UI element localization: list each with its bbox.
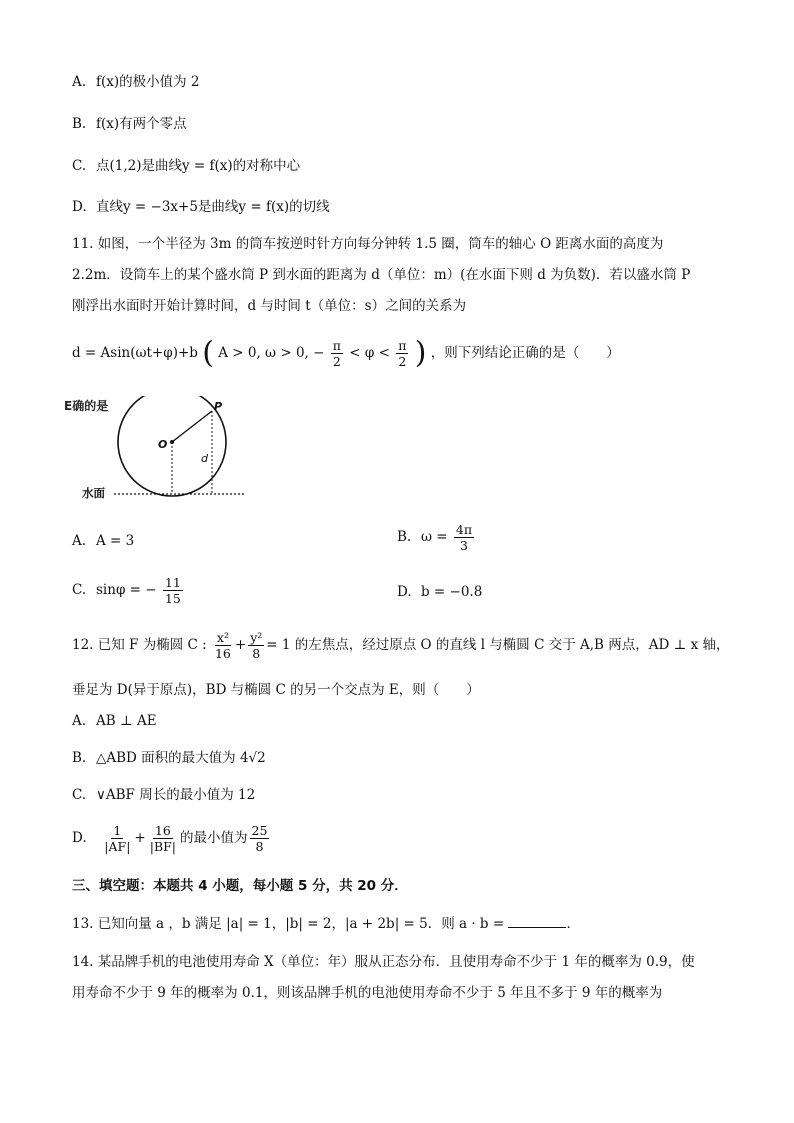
q11-option-b: B. ω = $\frac{4\pi}{3}$ bbox=[397, 522, 473, 553]
section3-heading: 三、填空题：本题共 4 小题，每小题 5 分，共 20 分． bbox=[72, 878, 408, 894]
label-p: P bbox=[214, 400, 223, 413]
waterwheel-figure bbox=[60, 396, 260, 506]
q10-option-a-text: f(x)的极小值为 2 bbox=[96, 74, 200, 90]
q11-line2: 2.2m．设筒车上的某个盛水筒 P 到水面的距离为 d（单位：m）(在水面下则 d 为负数)．若以盛水筒 P bbox=[72, 267, 691, 283]
radius-line bbox=[172, 411, 212, 442]
q12-option-b: B. △ABD 面积的最大值为 4√2 bbox=[72, 750, 266, 766]
q12-line2: 垂足为 D(异于原点)，BD 与椭圆 C 的另一个交点为 E，则（ ） bbox=[72, 682, 480, 698]
q10-option-b-text: f(x)有两个零点 bbox=[96, 116, 187, 132]
q11-option-a-text: A = 3 bbox=[96, 533, 135, 549]
q11-left-paren: ( bbox=[202, 335, 214, 371]
q12-option-a: A. AB ⊥ AE bbox=[72, 713, 157, 729]
label-water: 水面 bbox=[82, 486, 105, 500]
q12-frac-1-af: $\frac{1}{|AF|}$ bbox=[104, 823, 131, 854]
q10-option-c-text: 点(1,2)是曲线y = f(x)的对称中心 bbox=[96, 158, 301, 174]
q10-option-c: C. 点(1,2)是曲线y = f(x)的对称中心 bbox=[72, 158, 301, 174]
q10-option-b: B. f(x)有两个零点 bbox=[72, 116, 187, 132]
figure-crop-text: E确的是 bbox=[64, 399, 109, 413]
q11-line3: 刚浮出水面时开始计算时间，d 与时间 t（单位：s）之间的关系为 bbox=[72, 298, 467, 314]
q13-line: 13. 已知向量 a ，b 满足 |a| = 1，|b| = 2，|a + 2b| = 5．则 a · b = ． bbox=[72, 916, 580, 932]
q12-frac-y: $\frac{\text{y²}}{8}$ bbox=[250, 630, 263, 661]
q11-formula: d = Asin(ωt+φ)+b bbox=[72, 345, 198, 361]
q12-frac-16-bf: $\frac{16}{|BF|}$ bbox=[149, 823, 177, 854]
q13-answer-blank[interactable] bbox=[508, 914, 566, 928]
q10-option-d: D. 直线y = −3x+5是曲线y = f(x)的切线 bbox=[72, 199, 330, 215]
label-o: O bbox=[158, 438, 168, 451]
q14-line1: 14. 某品牌手机的电池使用寿命 X（单位：年）服从正态分布．且使用寿命不少于 1 年的概率为 0.9，使 bbox=[72, 954, 695, 970]
q12-frac-x: $\frac{\text{x²}}{16}$ bbox=[214, 630, 231, 661]
q11-option-d: D. b = −0.8 bbox=[397, 584, 483, 600]
q11-cond-b: < φ < bbox=[349, 345, 390, 361]
q10-option-d-text: 直线y = −3x+5是曲线y = f(x)的切线 bbox=[96, 199, 330, 215]
q11-option-c-frac: $\frac{11}{15}$ bbox=[164, 575, 181, 606]
q10-option-a: A. f(x)的极小值为 2 bbox=[72, 74, 200, 90]
q12-option-d: D. $\frac{1}{|AF|}$ + $\frac{16}{|BF|}$ 的最小值为 $\frac{25}{8}$ bbox=[72, 823, 268, 854]
q11-option-a: A. A = 3 bbox=[72, 533, 135, 549]
q11-right-paren: ) bbox=[414, 335, 427, 371]
q12-line1: 12. 已知 F 为椭圆 C : $\frac{\text{x²}}{16}$ + $\frac{\text{y²}}{8}$ = 1 的左焦点，经过原点 O 的直线 l 与椭圆 C 交于 A,B 两点，AD ⊥ x 轴， bbox=[72, 630, 730, 661]
q14-line2: 用寿命不少于 9 年的概率为 0.1，则该品牌手机的电池使用寿命不少于 5 年且不多于 9 年的概率为 bbox=[72, 985, 663, 1001]
q11-cond-a: A > 0, ω > 0, − bbox=[218, 345, 325, 361]
q12-option-c: C. ∨ABF 周长的最小值为 12 bbox=[72, 787, 256, 803]
q11-option-c: C. sinφ = − $\frac{11}{15}$ bbox=[72, 575, 181, 606]
q11-frac-neg-pi-2: $\frac{\pi}{2}$ bbox=[332, 338, 341, 369]
q11-option-b-frac: $\frac{4\pi}{3}$ bbox=[455, 522, 473, 553]
q11-tail: ，则下列结论正确的是（ ） bbox=[430, 345, 620, 361]
q11-formula-line bbox=[72, 335, 620, 371]
label-d: d bbox=[201, 452, 208, 465]
q12-frac-25-8: $\frac{25}{8}$ bbox=[251, 823, 268, 854]
q11-frac-pi-2: $\frac{\pi}{2}$ bbox=[398, 338, 407, 369]
q11-option-d-text: b = −0.8 bbox=[421, 584, 483, 600]
q11-line1: 11. 如图，一个半径为 3m 的筒车按逆时针方向每分钟转 1.5 圈，筒车的轴心 O 距离水面的高度为 bbox=[72, 236, 664, 252]
